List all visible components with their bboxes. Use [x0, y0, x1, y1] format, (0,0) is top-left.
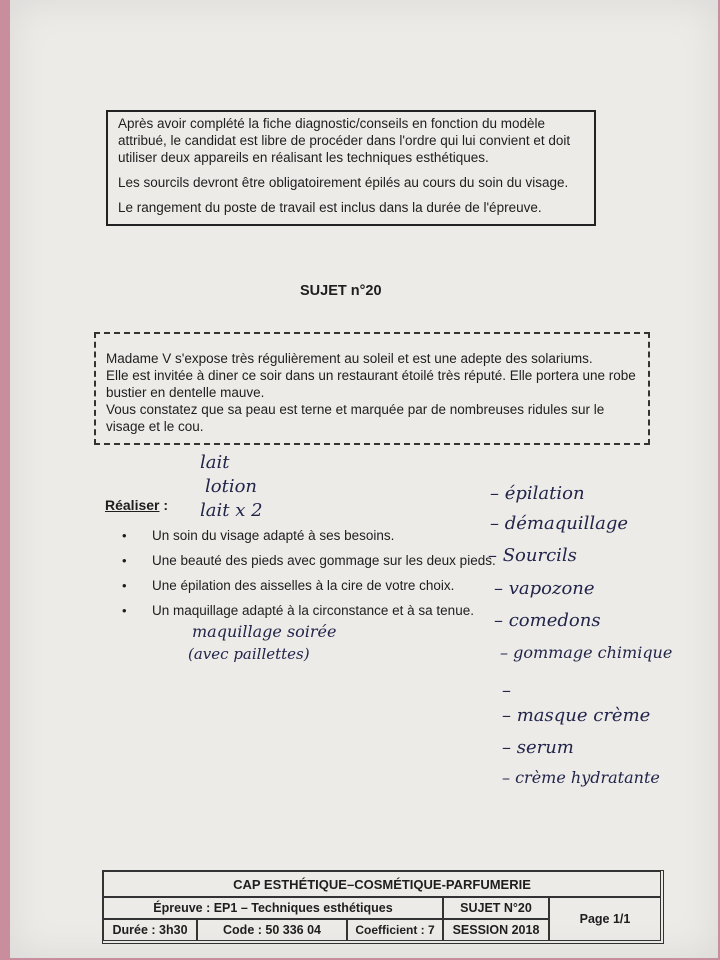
- footer-duree: Durée : 3h30: [103, 919, 197, 941]
- handwritten-note: – vapozone: [494, 578, 595, 599]
- task-text: Une épilation des aisselles à la cire de votre choix.: [152, 578, 455, 593]
- task-text: Une beauté des pieds avec gommage sur les deux pieds.: [152, 553, 496, 568]
- bullet-icon: •: [122, 553, 127, 568]
- handwritten-note: (avec paillettes): [188, 645, 310, 663]
- scenario-line-2: Elle est invitée à diner ce soir dans un restaurant étoilé très réputé. Elle portera une robe bustier en dentelle mauve.: [106, 368, 636, 400]
- scenario-line-3: Vous constatez que sa peau est terne et marquée par de nombreuses ridules sur le visage et le cou.: [106, 402, 605, 434]
- scenario-line-1: Madame V s'expose très régulièrement au soleil et est une adepte des solariums.: [106, 351, 593, 366]
- task-text: Un soin du visage adapté à ses besoins.: [152, 528, 395, 543]
- realiser-colon: :: [159, 497, 169, 513]
- footer-table: [102, 870, 664, 944]
- footer-sujet: SUJET N°20: [443, 897, 549, 919]
- realiser-label: Réaliser: [105, 497, 160, 513]
- instructions-paragraph-2: Les sourcils devront être obligatoirement épilés au cours du soin du visage.: [118, 175, 569, 190]
- instructions-box: [106, 110, 596, 226]
- list-item: [122, 552, 502, 577]
- bullet-icon: •: [122, 603, 127, 618]
- footer-code: Code : 50 336 04: [197, 919, 347, 941]
- footer-session: SESSION 2018: [443, 919, 549, 941]
- exam-paper: [10, 0, 718, 958]
- bullet-icon: •: [122, 578, 127, 593]
- task-text: Un maquillage adapté à la circonstance et à sa tenue.: [152, 603, 474, 618]
- handwritten-note: – démaquillage: [490, 513, 628, 534]
- instructions-paragraph-3: Le rangement du poste de travail est inclus dans la durée de l'épreuve.: [118, 200, 542, 215]
- handwritten-note: lotion: [205, 476, 258, 497]
- task-list: [122, 527, 502, 627]
- scenario-box: [94, 332, 650, 445]
- list-item: [122, 527, 502, 552]
- realiser-heading: [105, 497, 168, 513]
- handwritten-note: – crème hydratante: [502, 768, 660, 787]
- handwritten-note: – épilation: [490, 483, 585, 504]
- footer-coefficient: Coefficient : 7: [347, 919, 443, 941]
- instructions-paragraph-1: Après avoir complété la fiche diagnostic/conseils en fonction du modèle attribué, le candidat est libre de procéder dans l'ordre qui lui convient et doit utiliser deux appareils en réalisant les techniques esthétiques.: [118, 116, 571, 165]
- handwritten-note: lait: [200, 452, 230, 473]
- handwritten-note: – serum: [502, 737, 574, 758]
- list-item: [122, 577, 502, 602]
- bullet-icon: •: [122, 528, 127, 543]
- handwritten-note: – Sourcils: [488, 545, 577, 566]
- handwritten-note: – masque crème: [502, 705, 651, 726]
- sujet-title: SUJET n°20: [300, 283, 382, 299]
- footer-epreuve: Épreuve : EP1 – Techniques esthétiques: [103, 897, 443, 919]
- footer-page: Page 1/1: [549, 897, 661, 941]
- footer-title: CAP ESTHÉTIQUE–COSMÉTIQUE-PARFUMERIE: [103, 871, 661, 897]
- handwritten-note: –: [502, 680, 511, 701]
- handwritten-note: lait x 2: [200, 500, 263, 521]
- handwritten-note: maquillage soirée: [192, 622, 337, 641]
- handwritten-note: – gommage chimique: [500, 643, 673, 662]
- handwritten-note: – comedons: [494, 610, 601, 631]
